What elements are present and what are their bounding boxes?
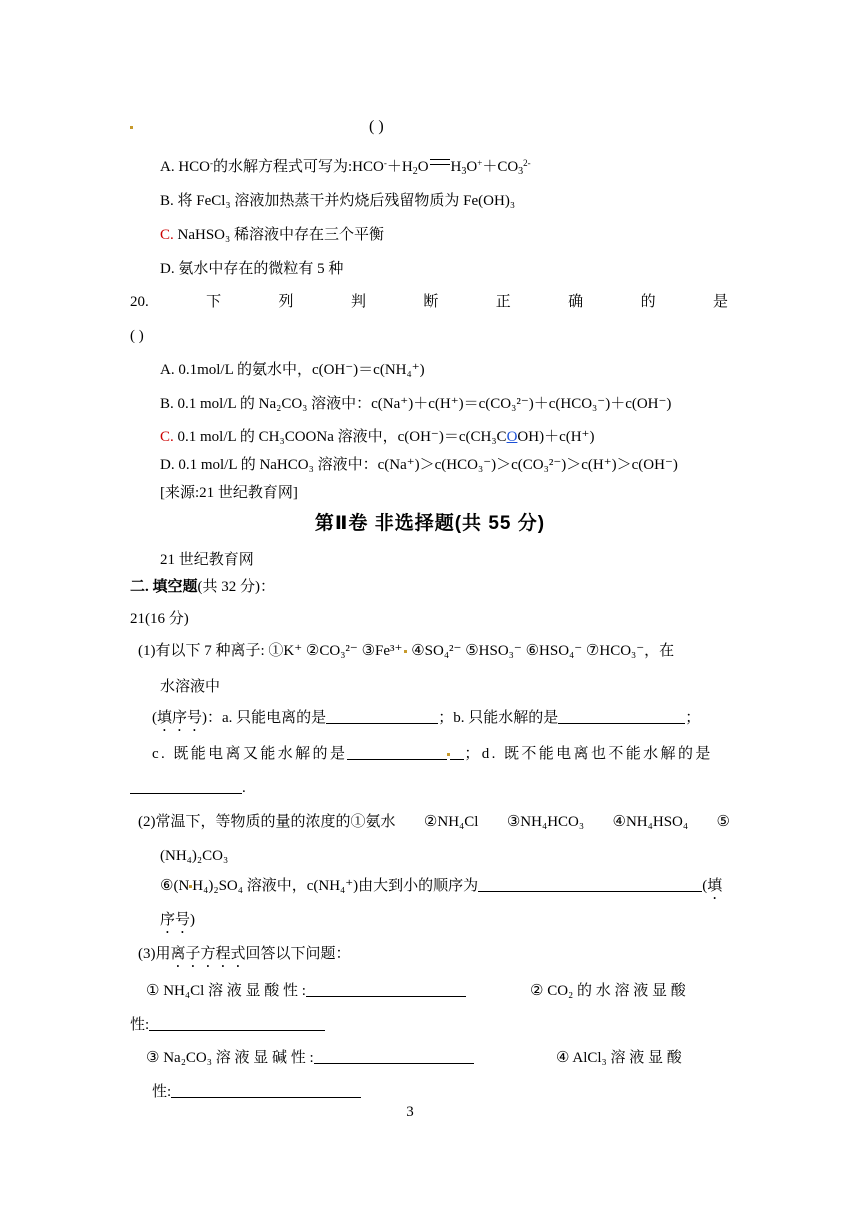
q21-part3-q3: ③ Na₂CO₃ 溶 液 显 碱 性 : [146, 1048, 474, 1068]
q21-part3-q4-line2: 性: [152, 1082, 361, 1102]
q21-part3-q2-line2: 性: [130, 1015, 325, 1035]
q21-part2-line2: (NH₄)₂CO₃ [160, 848, 229, 864]
q21-part1-line2: 水溶液中 [160, 679, 221, 695]
q20-option-c: C. 0.1 mol/L 的 CH₃COONa 溶液中，c(OH⁻)＝c(CH₃COOH)＋c(H⁺) [160, 429, 595, 445]
q21-part1-line4: c. 既能电离又能水解的是 ；d. 既不能电离也不能水解的是 [152, 746, 713, 762]
q21-part1-line3: (填序号)：a. 只能电离的是 ；b. 只能水解的是 ； [152, 710, 701, 726]
q20-answer-paren: ( ) [130, 328, 144, 344]
source-note: [来源:21 世纪教育网] [160, 485, 298, 501]
q21-part1-line1: (1)有以下 7 种离子: ①K⁺ ②CO₃²⁻ ③Fe³⁺ ④SO₄²⁻ ⑤HSO₃⁻ ⑥HSO₄⁻ ⑦HCO₃⁻，在 [138, 643, 675, 659]
q19-option-a: A. HCO-的水解方程式可写为$:HCO^-+H_2O$ $H_3O^++CO_3^{2-}$ [160, 158, 531, 177]
q21-part2-line1: (2)常温下，等物质的量的浓度的①氨水 ②NH₄Cl ③NH₄HCO₃ ④NH₄HSO₄ ⑤ [138, 814, 730, 830]
equilibrium-arrow-icon [429, 157, 451, 169]
q20-question-line: 20. 下 列 判 断 正 确 的 是 [130, 294, 728, 310]
q19-option-b: B. 将 FeCl₃ 溶液加热蒸干并灼烧后残留物质为 Fe(OH)₃ [160, 193, 516, 209]
marker-dot [130, 126, 133, 129]
q21-part1-line5: . [130, 778, 246, 798]
section-title: 第Ⅱ卷 非选择题(共 55 分) [314, 513, 546, 534]
q19-option-d: D. 氨水中存在的微粒有 5 种 [160, 261, 344, 277]
q19-option-c-letter: C. [160, 227, 174, 243]
blank-co2[interactable] [149, 1015, 325, 1031]
q20-option-a: A. 0.1mol/L 的氨水中，c(OH⁻)＝c(NH₄⁺) [160, 362, 425, 378]
q21-part2-line3: ⑥(N H₄)₂SO₄ 溶液中，c(NH₄⁺)由大到小的顺序为 (填 [160, 878, 723, 894]
blank-alcl3[interactable] [171, 1082, 361, 1098]
part-2-heading: 二. 填空题(共 32 分)： [130, 579, 276, 595]
blank-order[interactable] [478, 876, 702, 892]
blank-na2co3[interactable] [314, 1048, 474, 1064]
blank-b[interactable] [558, 708, 685, 724]
blank-c[interactable] [347, 744, 447, 760]
watermark-text: 21 世纪教育网 [160, 552, 254, 568]
blank-a[interactable] [326, 708, 438, 724]
q21-header: 21(16 分) [130, 611, 189, 627]
q21-part2-line4: 序号) [160, 912, 196, 928]
q20-option-d: D. 0.1 mol/L 的 NaHCO₃ 溶液中：c(Na⁺)＞c(HCO₃⁻)＞c(CO₃²⁻)＞c(H⁺)＞c(OH⁻) [160, 457, 678, 473]
blank-d[interactable] [130, 778, 242, 794]
q21-part3-q2: ② CO₂ 的 水 溶 液 显 酸 [530, 983, 686, 999]
blank-nh4cl[interactable] [306, 981, 466, 997]
q21-part3-q1: ① NH₄Cl 溶 液 显 酸 性 : [146, 981, 466, 1001]
page-number: 3 [406, 1104, 414, 1120]
q21-part3-heading: (3)用离子方程式回答以下问题： [138, 946, 351, 962]
q21-part3-q4: ④ AlCl₃ 溶 液 显 酸 [556, 1050, 682, 1066]
q19-answer-paren: ( ) [369, 118, 384, 135]
blank-c-tail[interactable] [450, 744, 464, 760]
q19-option-c: C. NaHSO₃ 稀溶液中存在三个平衡 [160, 227, 384, 243]
q20-option-c-letter: C. [160, 429, 174, 445]
q20-option-b: B. 0.1 mol/L 的 Na₂CO₃ 溶液中：c(Na⁺)＋c(H⁺)＝c(CO₃²⁻)＋c(HCO₃⁻)＋c(OH⁻) [160, 396, 672, 412]
q20-highlight-o: O [506, 429, 518, 445]
